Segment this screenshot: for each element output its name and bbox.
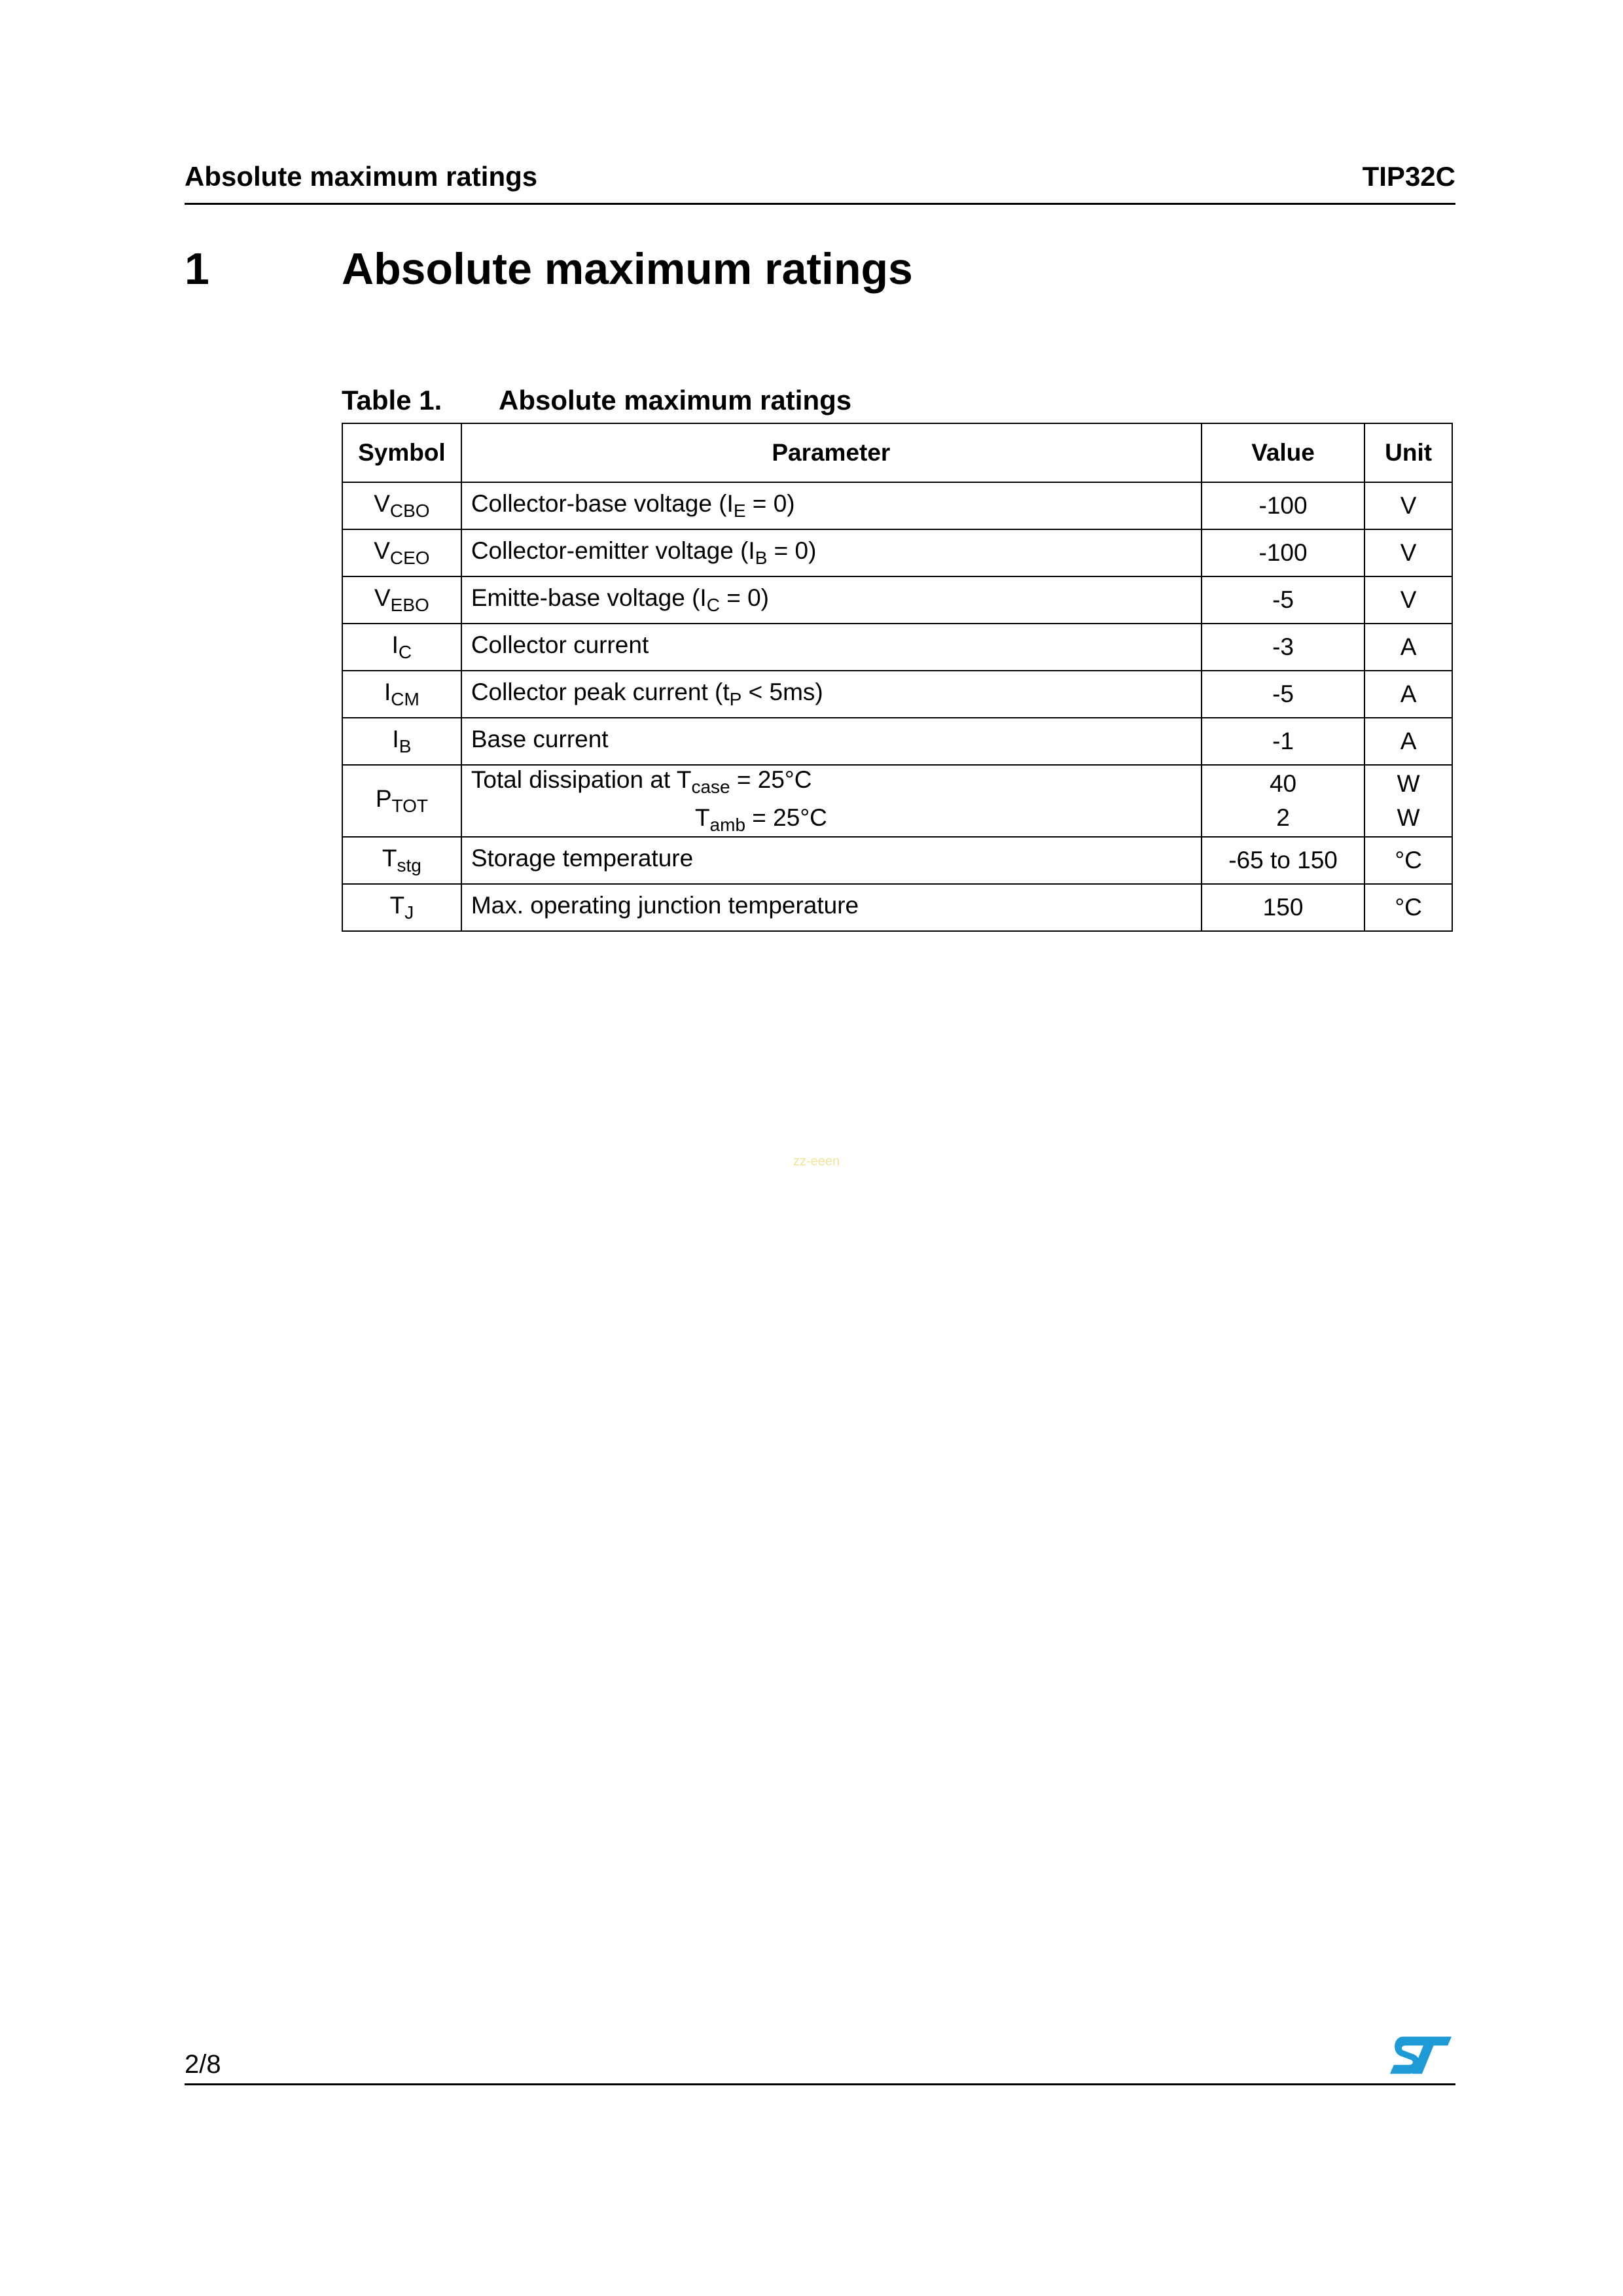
- table-row: [342, 576, 1452, 624]
- st-logo-icon: [1389, 2035, 1453, 2075]
- parameter-cell: Total dissipation at $T_{case} = 25^\circ C$ $T_{amb} = 25^\circ C$: [461, 765, 1202, 837]
- symbol-cell: $P_{TOT}$: [342, 765, 461, 837]
- parameter-cell: Collector-base voltage $(I_E = 0)$: [461, 482, 1202, 529]
- parameter-cell: Collector peak current $(t_P < 5ms)$: [461, 671, 1202, 718]
- table-caption-title: Absolute maximum ratings: [499, 385, 852, 415]
- unit-cell: V: [1364, 482, 1452, 529]
- header-section-title: Absolute maximum ratings: [185, 161, 538, 192]
- parameter-cell: Max. operating junction temperature: [461, 884, 1202, 931]
- unit-cell: A: [1364, 671, 1452, 718]
- value-cell: 150: [1202, 884, 1364, 931]
- table-row: [342, 884, 1452, 931]
- value-cell: -100: [1202, 529, 1364, 576]
- table-row: [342, 624, 1452, 671]
- column-header-unit: Unit: [1364, 423, 1452, 482]
- parameter-cell: Storage temperature: [461, 837, 1202, 884]
- unit-cell: W W: [1364, 765, 1452, 837]
- table-row: [342, 671, 1452, 718]
- symbol-cell: $I_{CM}$: [342, 671, 461, 718]
- column-header-value: Value: [1202, 423, 1364, 482]
- value-cell: -100: [1202, 482, 1364, 529]
- unit-cell: V: [1364, 576, 1452, 624]
- symbol-cell: $V_{CBO}$: [342, 482, 461, 529]
- parameter-cell: Collector current: [461, 624, 1202, 671]
- unit-cell: °C: [1364, 837, 1452, 884]
- absolute-maximum-ratings-table: [342, 423, 1453, 932]
- unit-cell: A: [1364, 624, 1452, 671]
- parameter-cell: Collector-emitter voltage $(I_B = 0)$: [461, 529, 1202, 576]
- value-cell: 40 2: [1202, 765, 1364, 837]
- table-row: [342, 529, 1452, 576]
- unit-cell: °C: [1364, 884, 1452, 931]
- page-footer: [185, 2040, 1455, 2085]
- table-row: [342, 718, 1452, 765]
- page-number: 2/8: [185, 2050, 221, 2079]
- section-number: 1: [185, 244, 209, 294]
- parameter-cell: Base current: [461, 718, 1202, 765]
- section-title: Absolute maximum ratings: [342, 244, 913, 294]
- table-caption: [342, 385, 851, 416]
- watermark: zz-eeen: [793, 1154, 840, 1169]
- value-cell: -1: [1202, 718, 1364, 765]
- value-cell: -5: [1202, 576, 1364, 624]
- table-row-ptot: [342, 765, 1452, 837]
- unit-cell: V: [1364, 529, 1452, 576]
- symbol-cell: $V_{CEO}$: [342, 529, 461, 576]
- symbol-cell: $T_J$: [342, 884, 461, 931]
- table-caption-label: Table 1.: [342, 385, 442, 415]
- table-row: [342, 482, 1452, 529]
- value-cell: -3: [1202, 624, 1364, 671]
- symbol-cell: $V_{EBO}$: [342, 576, 461, 624]
- value-cell: -5: [1202, 671, 1364, 718]
- column-header-parameter: Parameter: [461, 423, 1202, 482]
- symbol-cell: $I_C$: [342, 624, 461, 671]
- header-part-number: TIP32C: [1362, 161, 1455, 192]
- table-header-row: [342, 423, 1452, 482]
- symbol-cell: $T_{stg}$: [342, 837, 461, 884]
- parameter-cell: Emitte-base voltage $(I_C = 0)$: [461, 576, 1202, 624]
- value-cell: -65 to 150: [1202, 837, 1364, 884]
- symbol-cell: $I_B$: [342, 718, 461, 765]
- page-header: [185, 157, 1455, 205]
- table-row: [342, 837, 1452, 884]
- column-header-symbol: Symbol: [342, 423, 461, 482]
- unit-cell: A: [1364, 718, 1452, 765]
